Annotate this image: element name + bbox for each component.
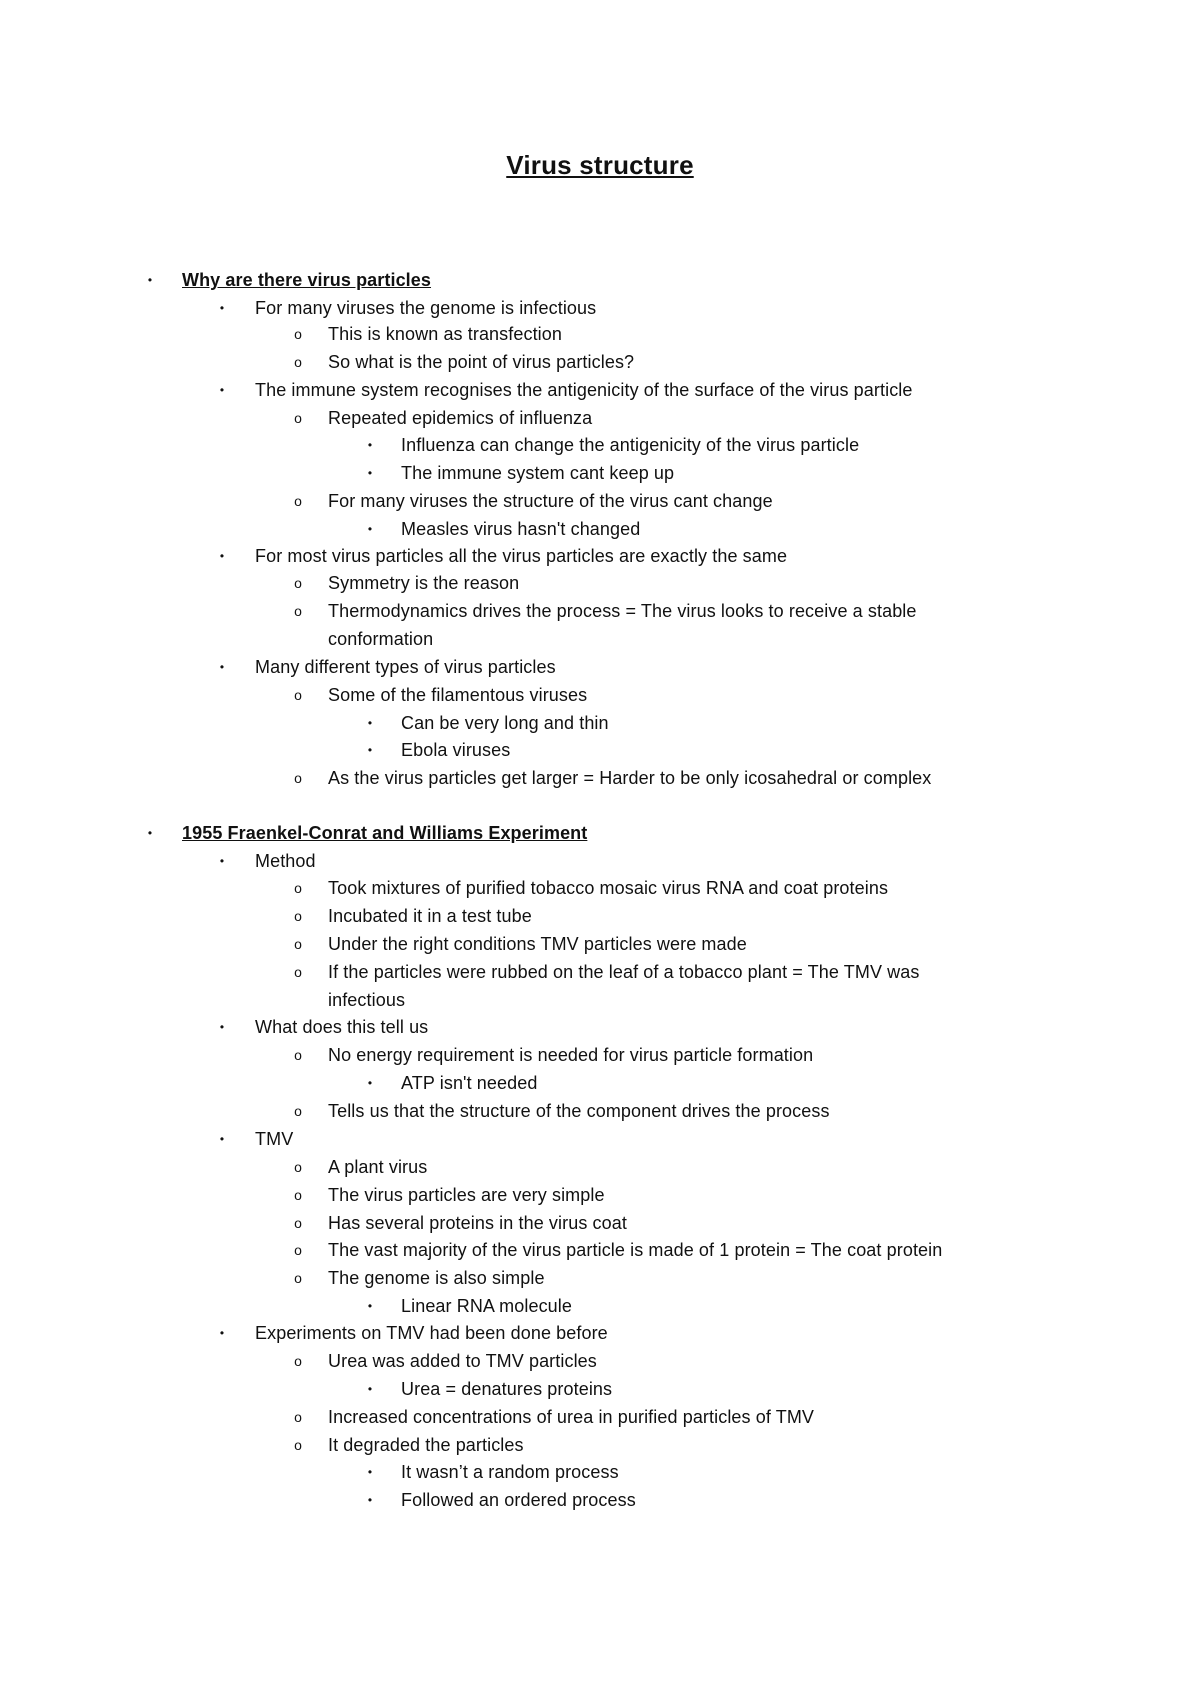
- bullet-marker: •: [367, 1299, 373, 1313]
- list-item: Repeated epidemics of influenza: [328, 408, 593, 428]
- list-item: Influenza can change the antigenicity of the virus particle: [401, 435, 860, 455]
- bullet-marker: •: [219, 1132, 225, 1146]
- list-item: No energy requirement is needed for virus particle formation: [328, 1045, 814, 1065]
- bullet-marker: •: [367, 1076, 373, 1090]
- list-item: Thermodynamics drives the process = The virus looks to receive a stable: [328, 601, 917, 621]
- circle-marker: o: [294, 936, 302, 952]
- list-item: Some of the filamentous viruses: [328, 685, 588, 705]
- list-item: Incubated it in a test tube: [328, 906, 532, 926]
- list-item: For many viruses the genome is infectious: [255, 298, 597, 318]
- circle-marker: o: [294, 1187, 302, 1203]
- list-item: A plant virus: [328, 1157, 428, 1177]
- circle-marker: o: [294, 1409, 302, 1425]
- list-item: It wasn’t a random process: [401, 1462, 619, 1482]
- list-item: Ebola viruses: [401, 740, 511, 760]
- circle-marker: o: [294, 687, 302, 703]
- list-item-continuation: conformation: [328, 629, 434, 649]
- circle-marker: o: [294, 1159, 302, 1175]
- list-item-continuation: infectious: [328, 990, 406, 1010]
- list-item: The virus particles are very simple: [328, 1185, 605, 1205]
- section-heading-why-virus-particles: Why are there virus particles: [182, 270, 432, 290]
- list-item: Urea = denatures proteins: [401, 1379, 613, 1399]
- list-item: The vast majority of the virus particle is made of 1 protein = The coat protein: [328, 1240, 943, 1260]
- list-item: It degraded the particles: [328, 1435, 524, 1455]
- circle-marker: o: [294, 410, 302, 426]
- list-item: Urea was added to TMV particles: [328, 1351, 597, 1371]
- list-item: Took mixtures of purified tobacco mosaic virus RNA and coat proteins: [328, 878, 889, 898]
- bullet-marker: •: [219, 301, 225, 315]
- circle-marker: o: [294, 880, 302, 896]
- list-item: The genome is also simple: [328, 1268, 545, 1288]
- list-item: Linear RNA molecule: [401, 1296, 572, 1316]
- list-item: Under the right conditions TMV particles were made: [328, 934, 747, 954]
- bullet-marker: •: [219, 660, 225, 674]
- list-item: The immune system recognises the antigenicity of the surface of the virus particle: [255, 380, 913, 400]
- bullet-marker: •: [147, 826, 153, 840]
- circle-marker: o: [294, 603, 302, 619]
- circle-marker: o: [294, 1047, 302, 1063]
- bullet-marker: •: [147, 273, 153, 287]
- bullet-marker: •: [367, 466, 373, 480]
- list-item: Symmetry is the reason: [328, 573, 520, 593]
- circle-marker: o: [294, 1103, 302, 1119]
- list-item: Has several proteins in the virus coat: [328, 1213, 627, 1233]
- circle-marker: o: [294, 493, 302, 509]
- bullet-marker: •: [219, 1020, 225, 1034]
- list-item: Many different types of virus particles: [255, 657, 556, 677]
- list-item: TMV: [255, 1129, 294, 1149]
- circle-marker: o: [294, 964, 302, 980]
- list-item: Measles virus hasn't changed: [401, 519, 641, 539]
- list-item: Can be very long and thin: [401, 713, 609, 733]
- circle-marker: o: [294, 1437, 302, 1453]
- list-item: Followed an ordered process: [401, 1490, 636, 1510]
- list-item: Tells us that the structure of the component drives the process: [328, 1101, 830, 1121]
- list-item: So what is the point of virus particles?: [328, 352, 635, 372]
- circle-marker: o: [294, 1353, 302, 1369]
- list-item: What does this tell us: [255, 1017, 429, 1037]
- list-item: For most virus particles all the virus particles are exactly the same: [255, 546, 788, 566]
- bullet-marker: •: [367, 716, 373, 730]
- list-item: ATP isn't needed: [401, 1073, 538, 1093]
- bullet-marker: •: [367, 1465, 373, 1479]
- list-item: For many viruses the structure of the virus cant change: [328, 491, 773, 511]
- list-item: Increased concentrations of urea in purified particles of TMV: [328, 1407, 815, 1427]
- bullet-marker: •: [367, 1493, 373, 1507]
- circle-marker: o: [294, 575, 302, 591]
- circle-marker: o: [294, 1270, 302, 1286]
- bullet-marker: •: [367, 438, 373, 452]
- section-heading-experiment: 1955 Fraenkel-Conrat and Williams Experiment: [182, 823, 588, 843]
- bullet-marker: •: [219, 383, 225, 397]
- page-title: Virus structure: [506, 150, 694, 180]
- list-item: If the particles were rubbed on the leaf of a tobacco plant = The TMV was: [328, 962, 920, 982]
- circle-marker: o: [294, 1215, 302, 1231]
- circle-marker: o: [294, 908, 302, 924]
- list-item: The immune system cant keep up: [401, 463, 675, 483]
- circle-marker: o: [294, 1242, 302, 1258]
- list-item: As the virus particles get larger = Harder to be only icosahedral or complex: [328, 768, 932, 788]
- list-item: This is known as transfection: [328, 324, 562, 344]
- bullet-marker: •: [367, 522, 373, 536]
- circle-marker: o: [294, 770, 302, 786]
- bullet-marker: •: [219, 1326, 225, 1340]
- bullet-marker: •: [219, 549, 225, 563]
- circle-marker: o: [294, 354, 302, 370]
- bullet-marker: •: [219, 854, 225, 868]
- list-item: Method: [255, 851, 316, 871]
- bullet-marker: •: [367, 743, 373, 757]
- list-item: Experiments on TMV had been done before: [255, 1323, 608, 1343]
- bullet-marker: •: [367, 1382, 373, 1396]
- circle-marker: o: [294, 326, 302, 342]
